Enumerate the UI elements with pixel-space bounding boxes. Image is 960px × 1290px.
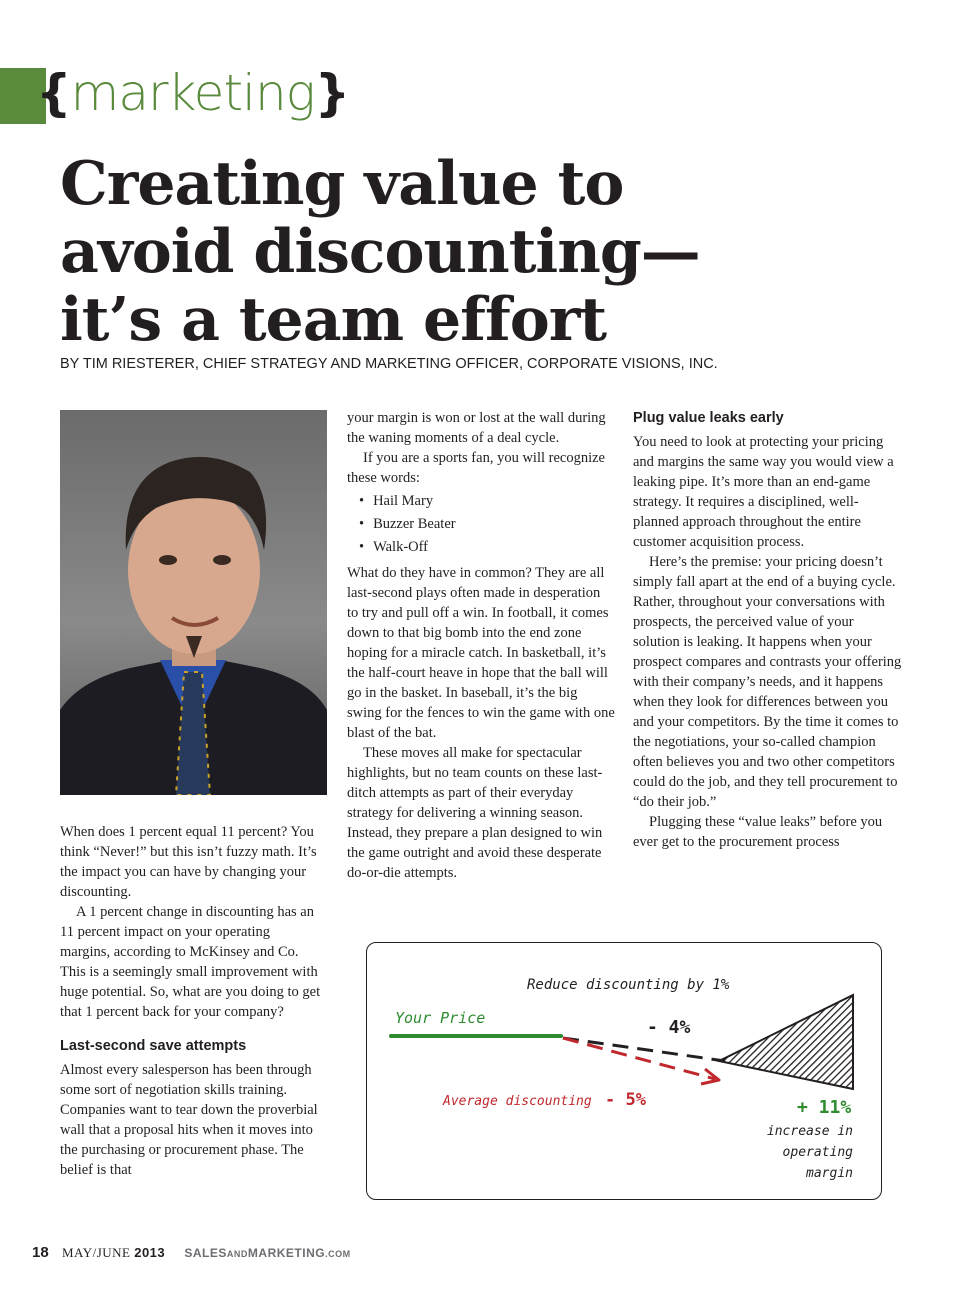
paragraph: These moves all make for spectacular highlights, but no team counts on these last-ditch attempts as part of their everyday strategy for delivering a winning season. Instead, they prepare a plan designed to win the game outright and avoid these desperate do-or-die attempts. [347,745,603,881]
margin-label-line-3: margin [806,1166,853,1181]
list-item: • Walk-Off [359,536,615,559]
average-discount-label: Average discounting [443,1094,592,1109]
issue-month: MAY/JUNE [61,1245,131,1260]
sports-play-list [347,490,615,559]
minus-4-label: - 4% [647,1017,691,1038]
paragraph: If you are a sports fan, you will recognize these words: [347,450,605,486]
margin-label-line-1: increase in [766,1124,853,1139]
headline [60,150,700,354]
headline-line-1: Creating value to [60,149,624,219]
average-discount-line [563,1038,715,1079]
byline: BY TIM RIESTERER, CHIEF STRATEGY AND MARKETING OFFICER, CORPORATE VISIONS, INC. [60,356,718,372]
margin-gain-wedge [719,995,853,1089]
column-1 [60,822,322,1180]
issue-date [62,1245,165,1260]
minus-5-label: - 5% [605,1090,646,1110]
paragraph: Almost every salesperson has been through some sort of negotiation skills training. Companies want to tear down the proverbial wall that a proposal hits when it moves into the purchasing or procurement phase. The belief is that [60,1062,318,1178]
column-2 [347,408,615,883]
page-number: 18 [32,1244,49,1261]
page-footer [32,1244,351,1261]
author-photo-illustration [60,410,327,795]
section-bracket-close: } [314,64,350,122]
headline-line-2: avoid discounting— [60,217,700,287]
paragraph: What do they have in common? They are all last-second plays often made in desperation to try and pull off a win. In football, it comes down to that big bomb into the end zone hoping for a miracle catch. In basketball, it’s the half-court heave in hope that the ball will go in the basket. In baseball, it’s the big swing for the fences to win the game with one blast of the bat. [347,565,615,741]
site-name [184,1246,350,1260]
paragraph: Here’s the premise: your pricing doesn’t simply fall apart at the end of a buying cycle. Rather, throughout your conversations with prospects, the perceived value of your solution is leaking. It happens when your prospect compares and contrasts your offering with their company’s needs, and it happens when they look for differences between you and your competitors. By the time it comes to the negotiations, your so-called champion often believes you and two other competitors could do the job, and they tell procurement to “do their job.” [633,554,902,810]
site-name-part: AND [226,1249,248,1259]
site-name-part: MARKETING [247,1246,326,1260]
discounting-diagram-svg [367,943,881,1199]
issue-year: 2013 [134,1245,166,1260]
column-3 [633,408,903,852]
discounting-diagram [366,942,882,1200]
paragraph: A 1 percent change in discounting has an 11 percent impact on your operating margins, according to McKinsey and Co. This is a seemingly small improvement with huge potential. So, what are you doing to get that 1 percent back for your company? [60,904,321,1020]
plus-11-label: + 11% [797,1097,852,1118]
paragraph: your margin is won or lost at the wall during the waning moments of a deal cycle. [347,410,606,446]
author-photo [60,410,327,795]
subheading-last-second: Last-second save attempts [60,1038,247,1054]
paragraph: Plugging these “value leaks” before you ever get to the procurement process [633,814,883,850]
paragraph: When does 1 percent equal 11 percent? You think “Never!” but this isn’t fuzzy math. It’s the impact you can have by changing your discounting. [60,824,317,900]
your-price-label: Your Price [395,1009,486,1027]
section-tag [36,58,349,128]
list-item: • Buzzer Beater [359,513,615,536]
reduce-discount-label: Reduce discounting by 1% [527,977,730,993]
paragraph: You need to look at protecting your pricing and margins the same way you would view a leaking pipe. It’s more than an end-game strategy. It requires a disciplined, well-planned approach throughout the entire customer acquisition process. [633,434,894,550]
margin-label-line-2: operating [782,1145,853,1160]
section-word: marketing [70,64,315,122]
headline-line-3: it’s a team effort [60,285,607,355]
list-item: • Hail Mary [359,490,615,513]
site-name-part: SALES [184,1246,227,1260]
reduced-discount-line [563,1038,725,1061]
subheading-plug-value-leaks: Plug value leaks early [633,410,784,426]
site-name-part: .COM [325,1249,351,1259]
section-bracket-open: { [36,64,71,122]
